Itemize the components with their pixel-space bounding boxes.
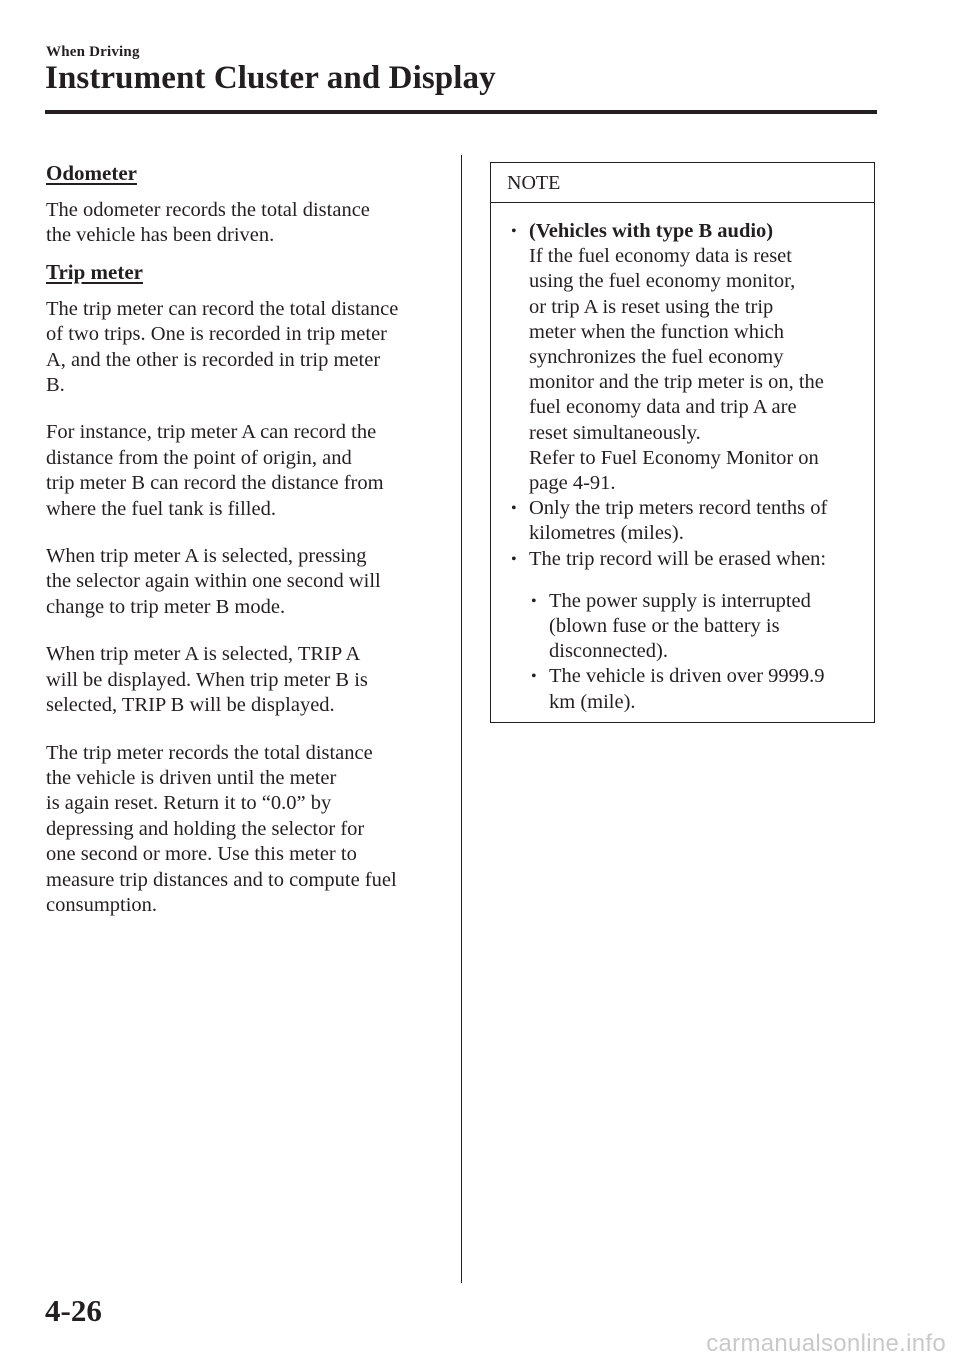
text-line: the vehicle has been driven. [46,224,275,247]
text-line: The trip meter can record the total distance [46,297,399,320]
text-line: When trip meter A is selected, pressing [46,545,367,568]
bullet-icon: • [511,550,517,568]
watermark: carmanualsonline.info [706,1330,946,1357]
text-line: When trip meter A is selected, TRIP A [46,643,361,666]
text-line: (blown fuse or the battery is [549,615,780,638]
text-line: fuel economy data and trip A are [529,396,797,419]
text-line: will be displayed. When trip meter B is [46,668,368,691]
text-line: Only the trip meters record tenths of [529,497,828,520]
page-title: Instrument Cluster and Display [45,60,496,96]
text-line: page 4-91. [529,472,616,495]
text-line: reset simultaneously. [529,421,701,444]
text-line: Refer to Fuel Economy Monitor on [529,446,819,469]
text-line: A, and the other is recorded in trip meter [46,348,381,371]
odometer-paragraph [46,198,446,249]
trip-meter-paragraph-1 [46,297,446,399]
text-line: depressing and holding the selector for [46,817,365,840]
text-line: one second or more. Use this meter to [46,843,357,866]
bullet-icon: • [511,500,517,518]
text-line: or trip A is reset using the trip [529,295,774,318]
note-heading: NOTE [491,163,874,203]
trip-meter-paragraph-4 [46,642,446,718]
text-line: the selector again within one second will [46,570,381,593]
text-line: using the fuel economy monitor, [529,270,796,293]
text-line: the vehicle is driven until the meter [46,766,337,789]
note-item-erased [491,547,874,572]
trip-meter-paragraph-3 [46,544,446,620]
text-line: km (mile). [549,690,636,713]
title-rule [45,110,877,114]
left-column [46,160,446,918]
text-line: disconnected). [549,640,668,663]
text-line: synchronizes the fuel economy [529,346,784,369]
note-item-tenths [491,496,874,546]
page-number: 4-26 [45,1293,102,1328]
text-line: The trip meter records the total distance [46,741,373,764]
text-line: meter when the function which [529,320,785,343]
trip-meter-paragraph-5 [46,741,446,919]
text-line: For instance, trip meter A can record the [46,421,377,444]
bullet-icon: • [531,668,537,686]
note-box [490,162,875,723]
text-line: measure trip distances and to compute fuel [46,868,397,891]
text-line: The power supply is interrupted [549,589,811,612]
text-line: selected, TRIP B will be displayed. [46,694,335,717]
section-label: When Driving [46,44,140,60]
note-item-type-b-audio [491,219,874,496]
column-divider [461,155,462,1283]
text-line: The trip record will be erased when: [529,547,827,570]
bullet-icon: • [511,223,517,240]
trip-meter-paragraph-2 [46,420,446,522]
text-line: change to trip meter B mode. [46,595,286,618]
bullet-icon: • [531,592,537,610]
text-line: The odometer records the total distance [46,199,370,221]
text-line: B. [46,374,65,397]
text-line: If the fuel economy data is reset [529,245,792,268]
text-line: trip meter B can record the distance from [46,472,384,495]
note-item-title: (Vehicles with type B audio) [529,220,774,242]
text-line: where the fuel tank is filled. [46,497,276,520]
note-subitem-distance [491,664,874,714]
note-body [491,203,874,715]
text-line: is again reset. Return it to “0.0” by [46,792,332,815]
text-line: monitor and the trip meter is on, the [529,371,824,394]
odometer-heading: Odometer [46,161,137,185]
text-line: distance from the point of origin, and [46,446,352,469]
text-line: The vehicle is driven over 9999.9 [549,665,825,688]
text-line: of two trips. One is recorded in trip meter [46,323,388,346]
note-subitem-power [491,589,874,665]
trip-meter-heading: Trip meter [46,259,143,284]
text-line: consumption. [46,893,158,916]
text-line: kilometres (miles). [529,522,684,545]
